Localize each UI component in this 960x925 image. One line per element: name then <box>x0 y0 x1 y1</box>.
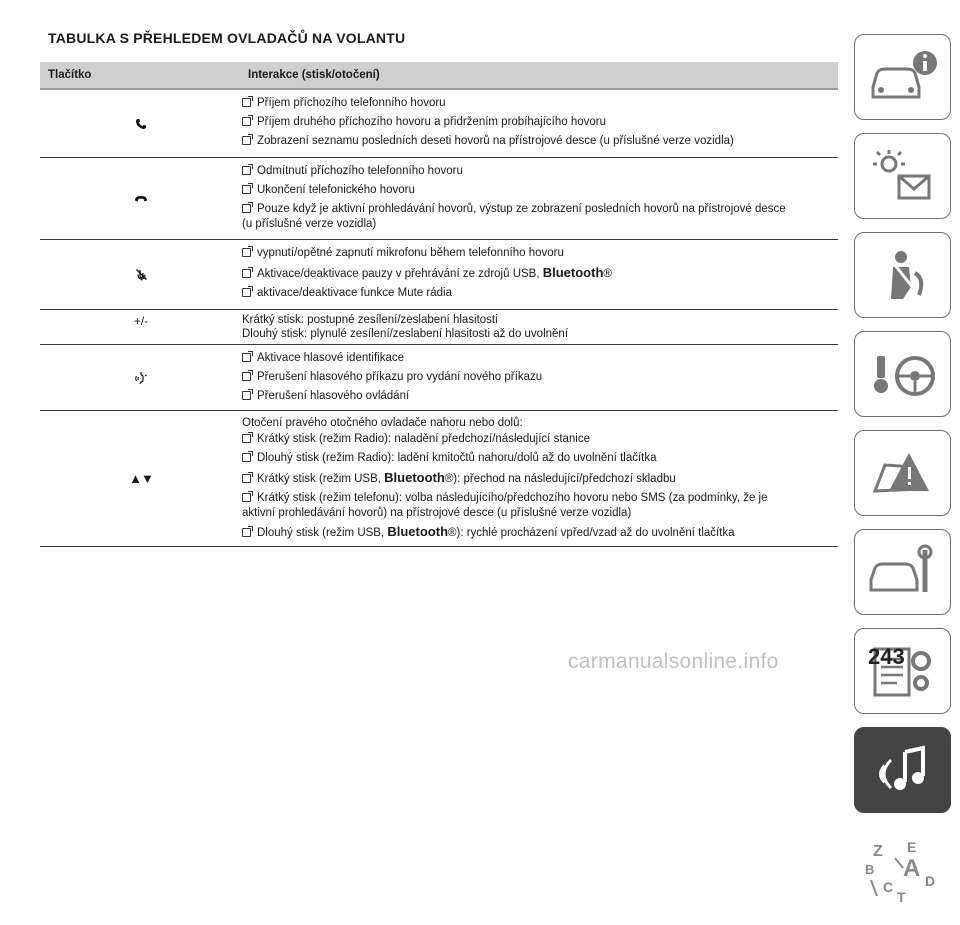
bluetooth-brand: Bluetooth <box>542 265 604 280</box>
list-item: vypnutí/opětné zapnutí mikrofonu během telefonního hovoru <box>242 247 838 260</box>
bullet-box-icon <box>242 434 251 443</box>
index-icon <box>863 834 943 904</box>
list-item-continued: aktivní prohledávání hovorů) na přístrojové desce (u příslušné verze vozidla) <box>242 507 632 519</box>
header-button: Tlačítko <box>48 69 92 81</box>
bullet-box-icon <box>242 269 251 278</box>
interaction-cell <box>242 158 838 239</box>
emergency-icon <box>863 441 943 505</box>
list-item: Přerušení hlasového příkazu pro vydání nového příkazu <box>242 371 838 384</box>
table-row <box>40 310 838 345</box>
list-item: Aktivace hlasové identifikace <box>242 352 838 365</box>
list-item: Odmítnutí příchozího telefonního hovoru <box>242 165 838 178</box>
svg-text:T: T <box>896 889 906 904</box>
button-cell <box>40 90 242 157</box>
list-item: Krátký stisk (režim USB, Bluetooth®): přechod na následující/předchozí skladbu <box>242 471 838 486</box>
bullet-box-icon <box>242 391 251 400</box>
list-item: Ukončení telefonického hovoru <box>242 184 838 197</box>
bullet-box-icon <box>242 288 251 297</box>
tab-index[interactable] <box>854 826 951 912</box>
bullet-box-icon <box>242 136 251 145</box>
interaction-cell <box>242 411 838 546</box>
page-number: 243 <box>868 644 905 669</box>
svg-text:A: A <box>902 855 920 882</box>
bluetooth-brand: Bluetooth <box>387 524 449 539</box>
list-item: Přerušení hlasového ovládání <box>242 390 838 403</box>
list-item: Pouze když je aktivní prohledávání hovorů, výstup ze zobrazení posledních hovorů na přístrojové desce <box>242 203 838 216</box>
bullet-box-icon <box>242 204 251 213</box>
warning-lights-icon <box>863 144 943 208</box>
svg-text:Z: Z <box>872 843 883 860</box>
table-header <box>40 62 838 90</box>
header-interaction: Interakce (stisk/otočení) <box>248 69 380 81</box>
table-row <box>40 345 838 411</box>
list-item: Dlouhý stisk (režim USB, Bluetooth®): rychlé procházení vpřed/vzad až do uvolnění tlačítka <box>242 525 838 540</box>
list-item: Krátký stisk (režim Radio): naladění předchozí/následující stanice <box>242 433 838 446</box>
svg-text:E: E <box>906 839 916 855</box>
mute-icon <box>135 268 148 281</box>
text-line: Dlouhý stisk: plynulé zesílení/zeslabení hlasitosti až do uvolnění <box>242 328 569 340</box>
tab-multimedia[interactable] <box>854 727 951 813</box>
page-title: TABULKA S PŘEHLEDEM OVLADAČŮ NA VOLANTU <box>48 30 406 46</box>
safety-icon <box>863 243 943 307</box>
tab-starting-driving[interactable] <box>854 331 951 417</box>
tab-warning-lights[interactable] <box>854 133 951 219</box>
list-item: aktivace/deaktivace funkce Mute rádia <box>242 287 838 300</box>
text-line: Otočení pravého otočného ovladače nahoru nebo dolů: <box>242 417 523 429</box>
chapter-sidebar <box>854 34 954 925</box>
button-cell <box>40 310 242 344</box>
button-cell <box>40 411 242 546</box>
voice-command-icon <box>134 371 148 385</box>
interaction-cell <box>242 90 838 157</box>
bullet-box-icon <box>242 474 251 483</box>
starting-driving-icon <box>863 342 943 406</box>
bullet-box-icon <box>242 372 251 381</box>
table-row <box>40 411 838 547</box>
bullet-box-icon <box>242 493 251 502</box>
button-cell <box>40 158 242 239</box>
list-item: Zobrazení seznamu posledních deseti hovorů na přístrojové desce (u příslušné verze vozidla) <box>242 135 838 148</box>
tab-technical-data[interactable] <box>854 628 951 714</box>
table-row <box>40 240 838 310</box>
svg-text:C: C <box>882 879 893 895</box>
bullet-box-icon <box>242 248 251 257</box>
list-item: Příjem druhého příchozího hovoru a přidržením probíhajícího hovoru <box>242 116 838 129</box>
phone-answer-icon <box>135 118 147 130</box>
volume-button-label: +/- <box>133 314 149 328</box>
list-item-continued: (u příslušné verze vozidla) <box>242 218 377 230</box>
bluetooth-brand: Bluetooth <box>384 470 445 485</box>
bullet-box-icon <box>242 528 251 537</box>
multimedia-icon <box>863 738 943 802</box>
tab-emergency[interactable] <box>854 430 951 516</box>
button-cell <box>40 240 242 309</box>
interaction-cell <box>242 240 838 309</box>
tab-car-info[interactable] <box>854 34 951 120</box>
car-info-icon <box>863 45 943 109</box>
interaction-cell <box>242 345 838 410</box>
list-item: Dlouhý stisk (režim Radio): ladění kmitočtů nahoru/dolů až do uvolnění tlačítka <box>242 452 838 465</box>
maintenance-icon <box>863 540 943 604</box>
phone-hangup-icon <box>134 195 148 203</box>
bullet-box-icon <box>242 185 251 194</box>
controls-table <box>40 62 838 547</box>
bullet-box-icon <box>242 117 251 126</box>
rotary-arrows-label: ▲▼ <box>129 471 153 486</box>
button-cell <box>40 345 242 410</box>
svg-text:D: D <box>924 873 935 889</box>
list-item: Krátký stisk (režim telefonu): volba následujícího/předchozího hovoru nebo SMS (za podmínky, že je <box>242 492 838 505</box>
table-row <box>40 158 838 240</box>
watermark: carmanualsonline.info <box>568 650 779 673</box>
tab-maintenance[interactable] <box>854 529 951 615</box>
bullet-box-icon <box>242 98 251 107</box>
bullet-box-icon <box>242 353 251 362</box>
bullet-box-icon <box>242 166 251 175</box>
bullet-box-icon <box>242 453 251 462</box>
svg-text:B: B <box>864 862 874 877</box>
text-line: Krátký stisk: postupné zesílení/zeslabení hlasitosti <box>242 314 498 326</box>
list-item: Aktivace/deaktivace pauzy v přehrávání ze zdrojů USB, Bluetooth® <box>242 266 838 281</box>
list-item: Příjem příchozího telefonního hovoru <box>242 97 838 110</box>
table-row <box>40 90 838 158</box>
tab-safety[interactable] <box>854 232 951 318</box>
interaction-cell <box>242 310 838 344</box>
